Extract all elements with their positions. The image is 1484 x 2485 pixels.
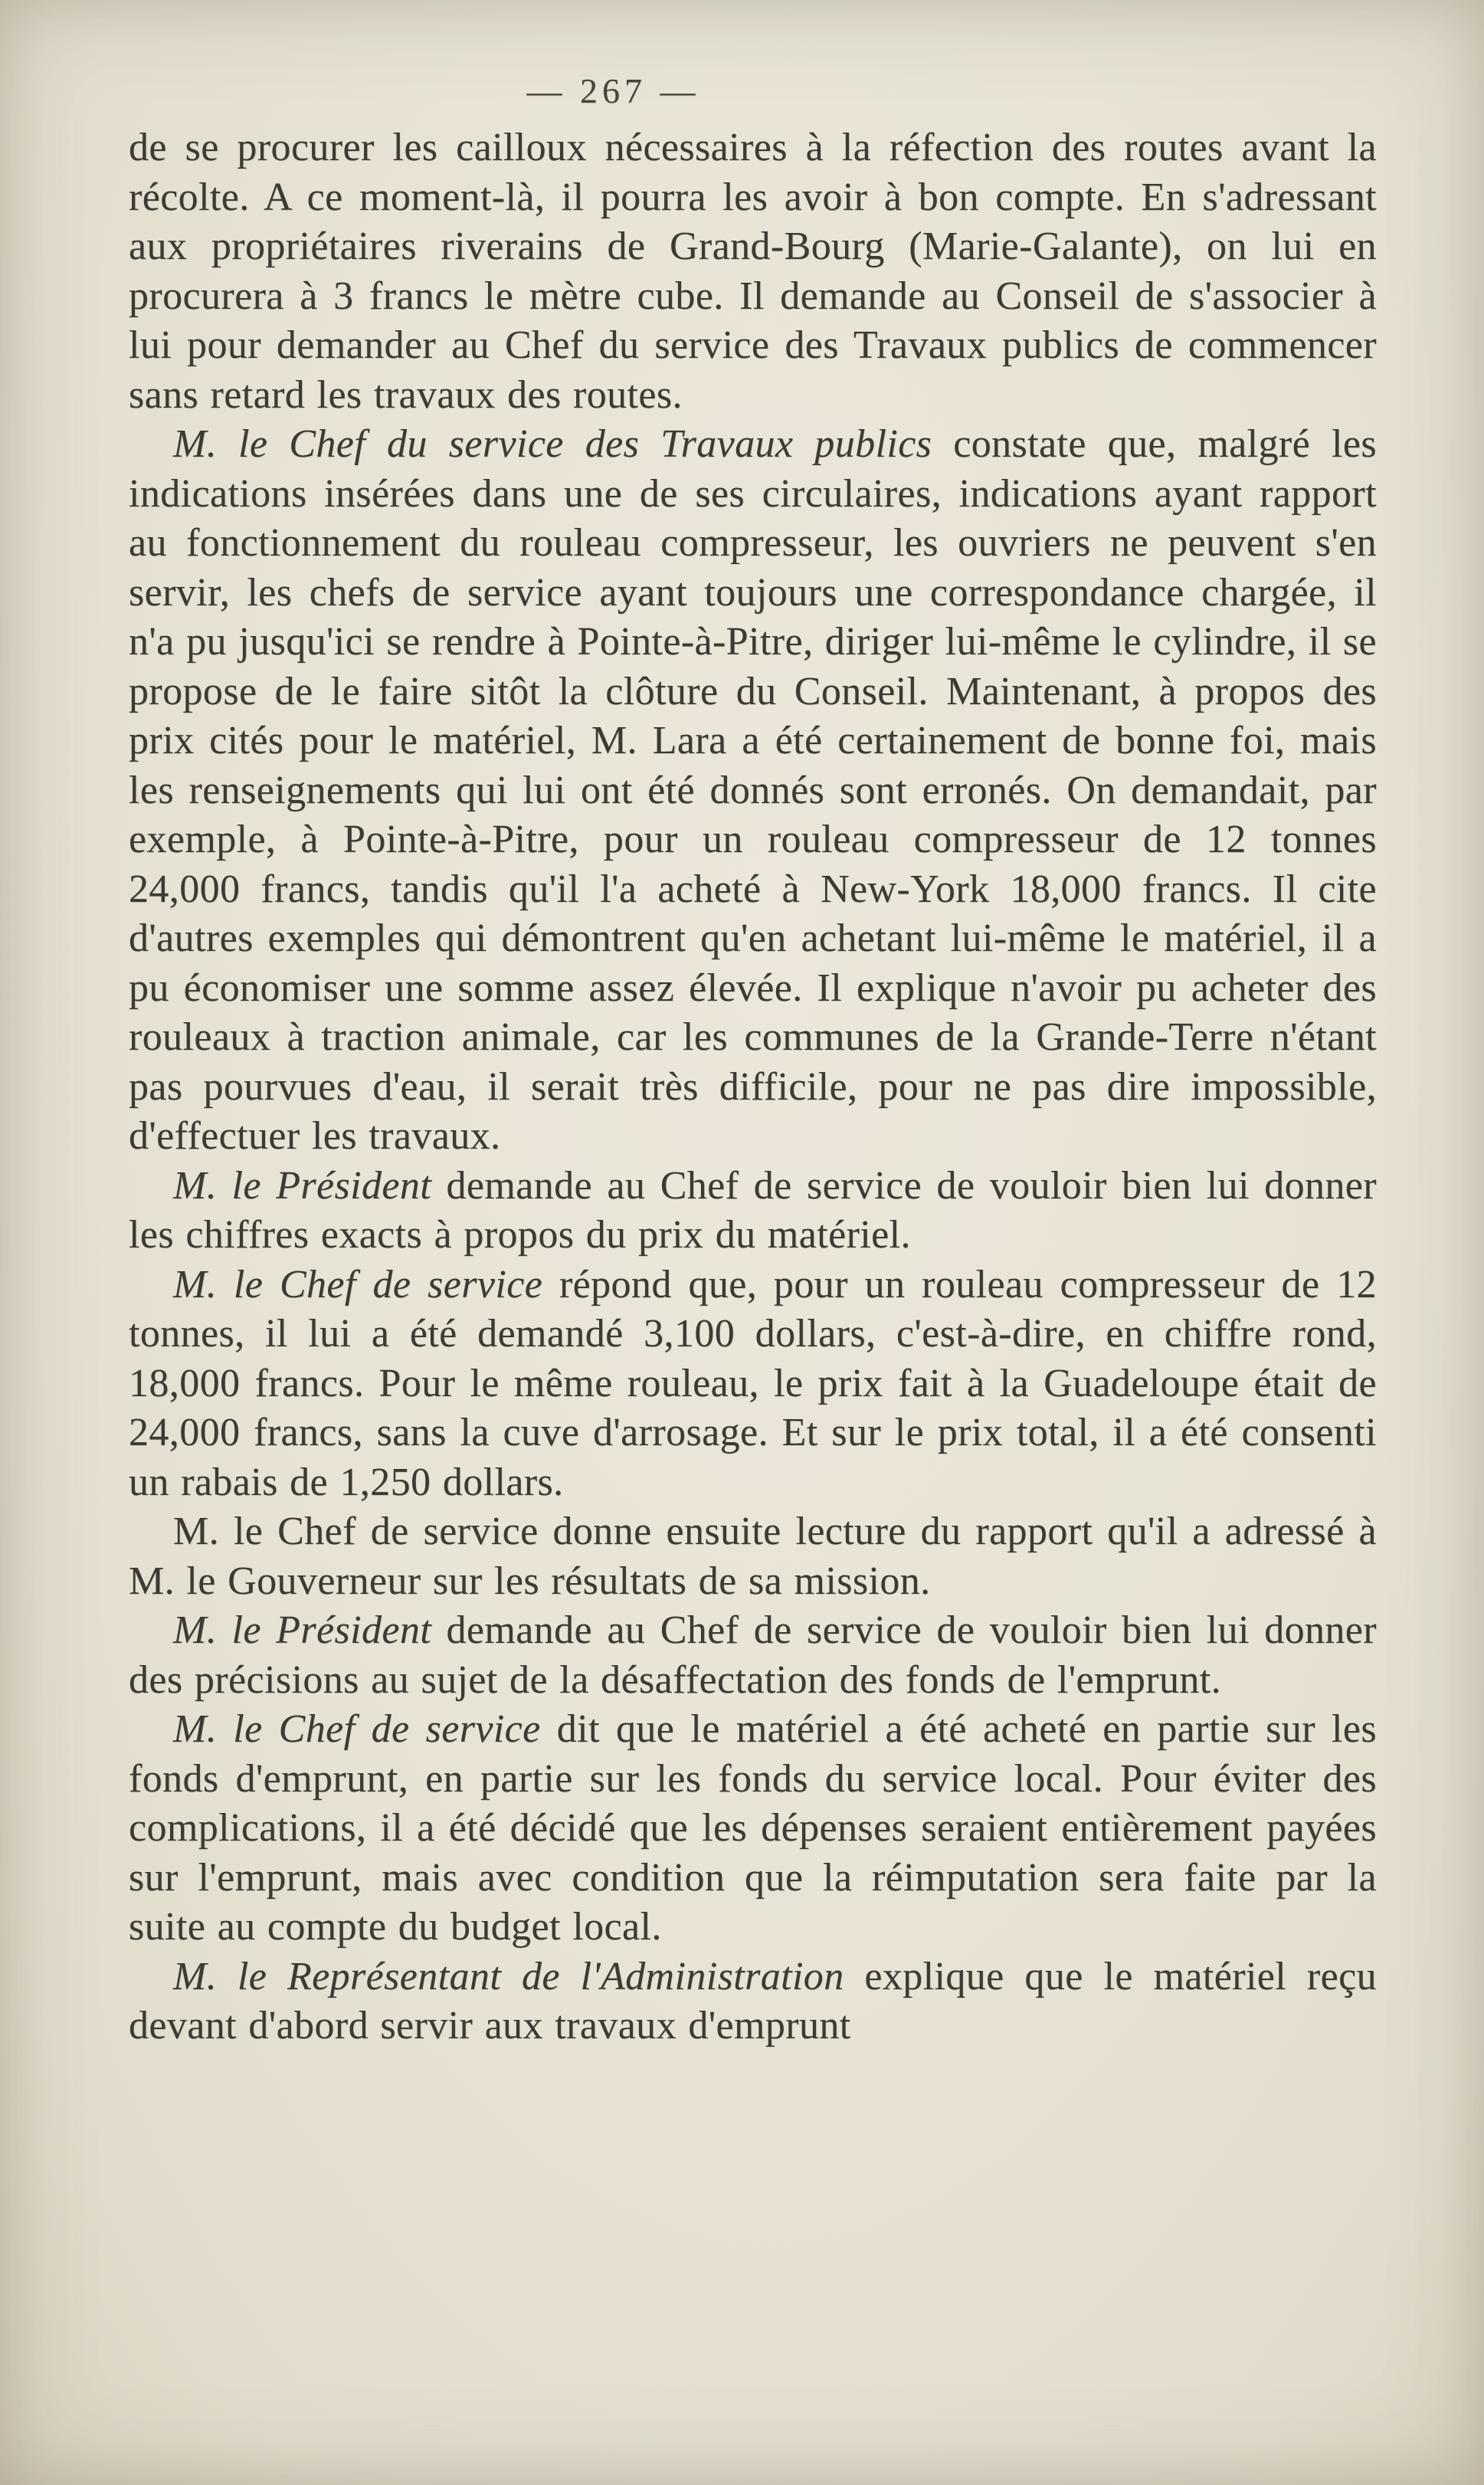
- speaker-designation: M. le Président: [173, 1163, 447, 1208]
- paragraph: [129, 1606, 1377, 1705]
- paragraph: [129, 1705, 1377, 1952]
- speaker-designation: M. le Chef de service: [173, 1262, 559, 1306]
- paragraph: [129, 1261, 1377, 1508]
- page-number: — 267 —: [526, 71, 700, 110]
- speaker-designation: M. le Président: [173, 1608, 447, 1652]
- body-text-block: [129, 123, 1377, 2051]
- paragraph-text: M. le Chef de service donne ensuite lecture du rapport qu'il a adressé à M. le Gouverneur sur les résultats de sa mission.: [129, 1510, 1377, 1603]
- paragraph-text: constate que, malgré les indications insérées dans une de ses circulaires, indications ayant rapport au fonctionnement du rouleau compresseur, les ouvriers ne peuvent s'en servir, les chefs de service ayant toujours une correspondance chargée, il n'a pu jusqu'ici se rendre à Pointe-à-Pitre, diriger lui-même le cylindre, il se propose de le faire sitôt la clôture du Conseil. Maintenant, à propos des prix cités pour le matériel, M. Lara a été certainement de bonne foi, mais les renseignements qui lui ont été donnés sont erronés. On demandait, par exemple, à Pointe-à-Pitre, pour un rouleau compresseur de 12 tonnes 24,000 francs, tandis qu'il l'a acheté à New-York 18,000 francs. Il cite d'autres exemples qui démontrent qu'en achetant lui-même le matériel, il a pu économiser une somme assez élevée. Il explique n'avoir pu acheter des rouleaux à traction animale, car les communes de la Grande-Terre n'étant pas pourvues d'eau, il serait très difficile, pour ne pas dire impossible, d'effectuer les travaux.: [129, 422, 1377, 1158]
- paragraph: [129, 123, 1377, 420]
- paragraph-text: demande au Chef de service de vouloir bien lui donner des précisions au sujet de la désaffectation des fonds de l'emprunt.: [129, 1608, 1377, 1702]
- paragraph-text: explique que le matériel reçu devant d'abord servir aux travaux d'emprunt: [129, 1954, 1377, 2047]
- paragraph-text: demande au Chef de service de vouloir bien lui donner les chiffres exacts à propos du prix du matériel.: [129, 1163, 1377, 1257]
- speaker-designation: M. le Chef de service: [173, 1707, 557, 1751]
- paragraph: [129, 1507, 1377, 1606]
- paragraph-text: répond que, pour un rouleau compresseur de 12 tonnes, il lui a été demandé 3,100 dollars, c'est-à-dire, en chiffre rond, 18,000 francs. Pour le même rouleau, le prix fait à la Guadeloupe était de 24,000 francs, sans la cuve d'arrosage. Et sur le prix total, il a été consenti un rabais de 1,250 dollars.: [129, 1262, 1377, 1504]
- paragraph: [129, 420, 1377, 1162]
- speaker-designation: M. le Représentant de l'Administration: [173, 1954, 865, 1998]
- speaker-designation: M. le Chef du service des Travaux publics: [173, 422, 954, 466]
- paragraph-text: de se procurer les cailloux nécessaires à la réfection des routes avant la récolte. A ce moment-là, il pourra les avoir à bon compte. En s'adressant aux propriétaires riverains de Grand-Bourg (Marie-Galante), on lui en procurera à 3 francs le mètre cube. Il demande au Conseil de s'associer à lui pour demander au Chef du service des Travaux publics de commencer sans retard les travaux des routes.: [129, 126, 1377, 417]
- paragraph: [129, 1952, 1377, 2051]
- paragraph: [129, 1162, 1377, 1261]
- paragraph-text: dit que le matériel a été acheté en partie sur les fonds d'emprunt, en partie sur les fonds du service local. Pour éviter des complications, il a été décidé que les dépenses seraient entièrement payées sur l'emprunt, mais avec condition que la réimputation sera faite par la suite au compte du budget local.: [129, 1707, 1377, 1949]
